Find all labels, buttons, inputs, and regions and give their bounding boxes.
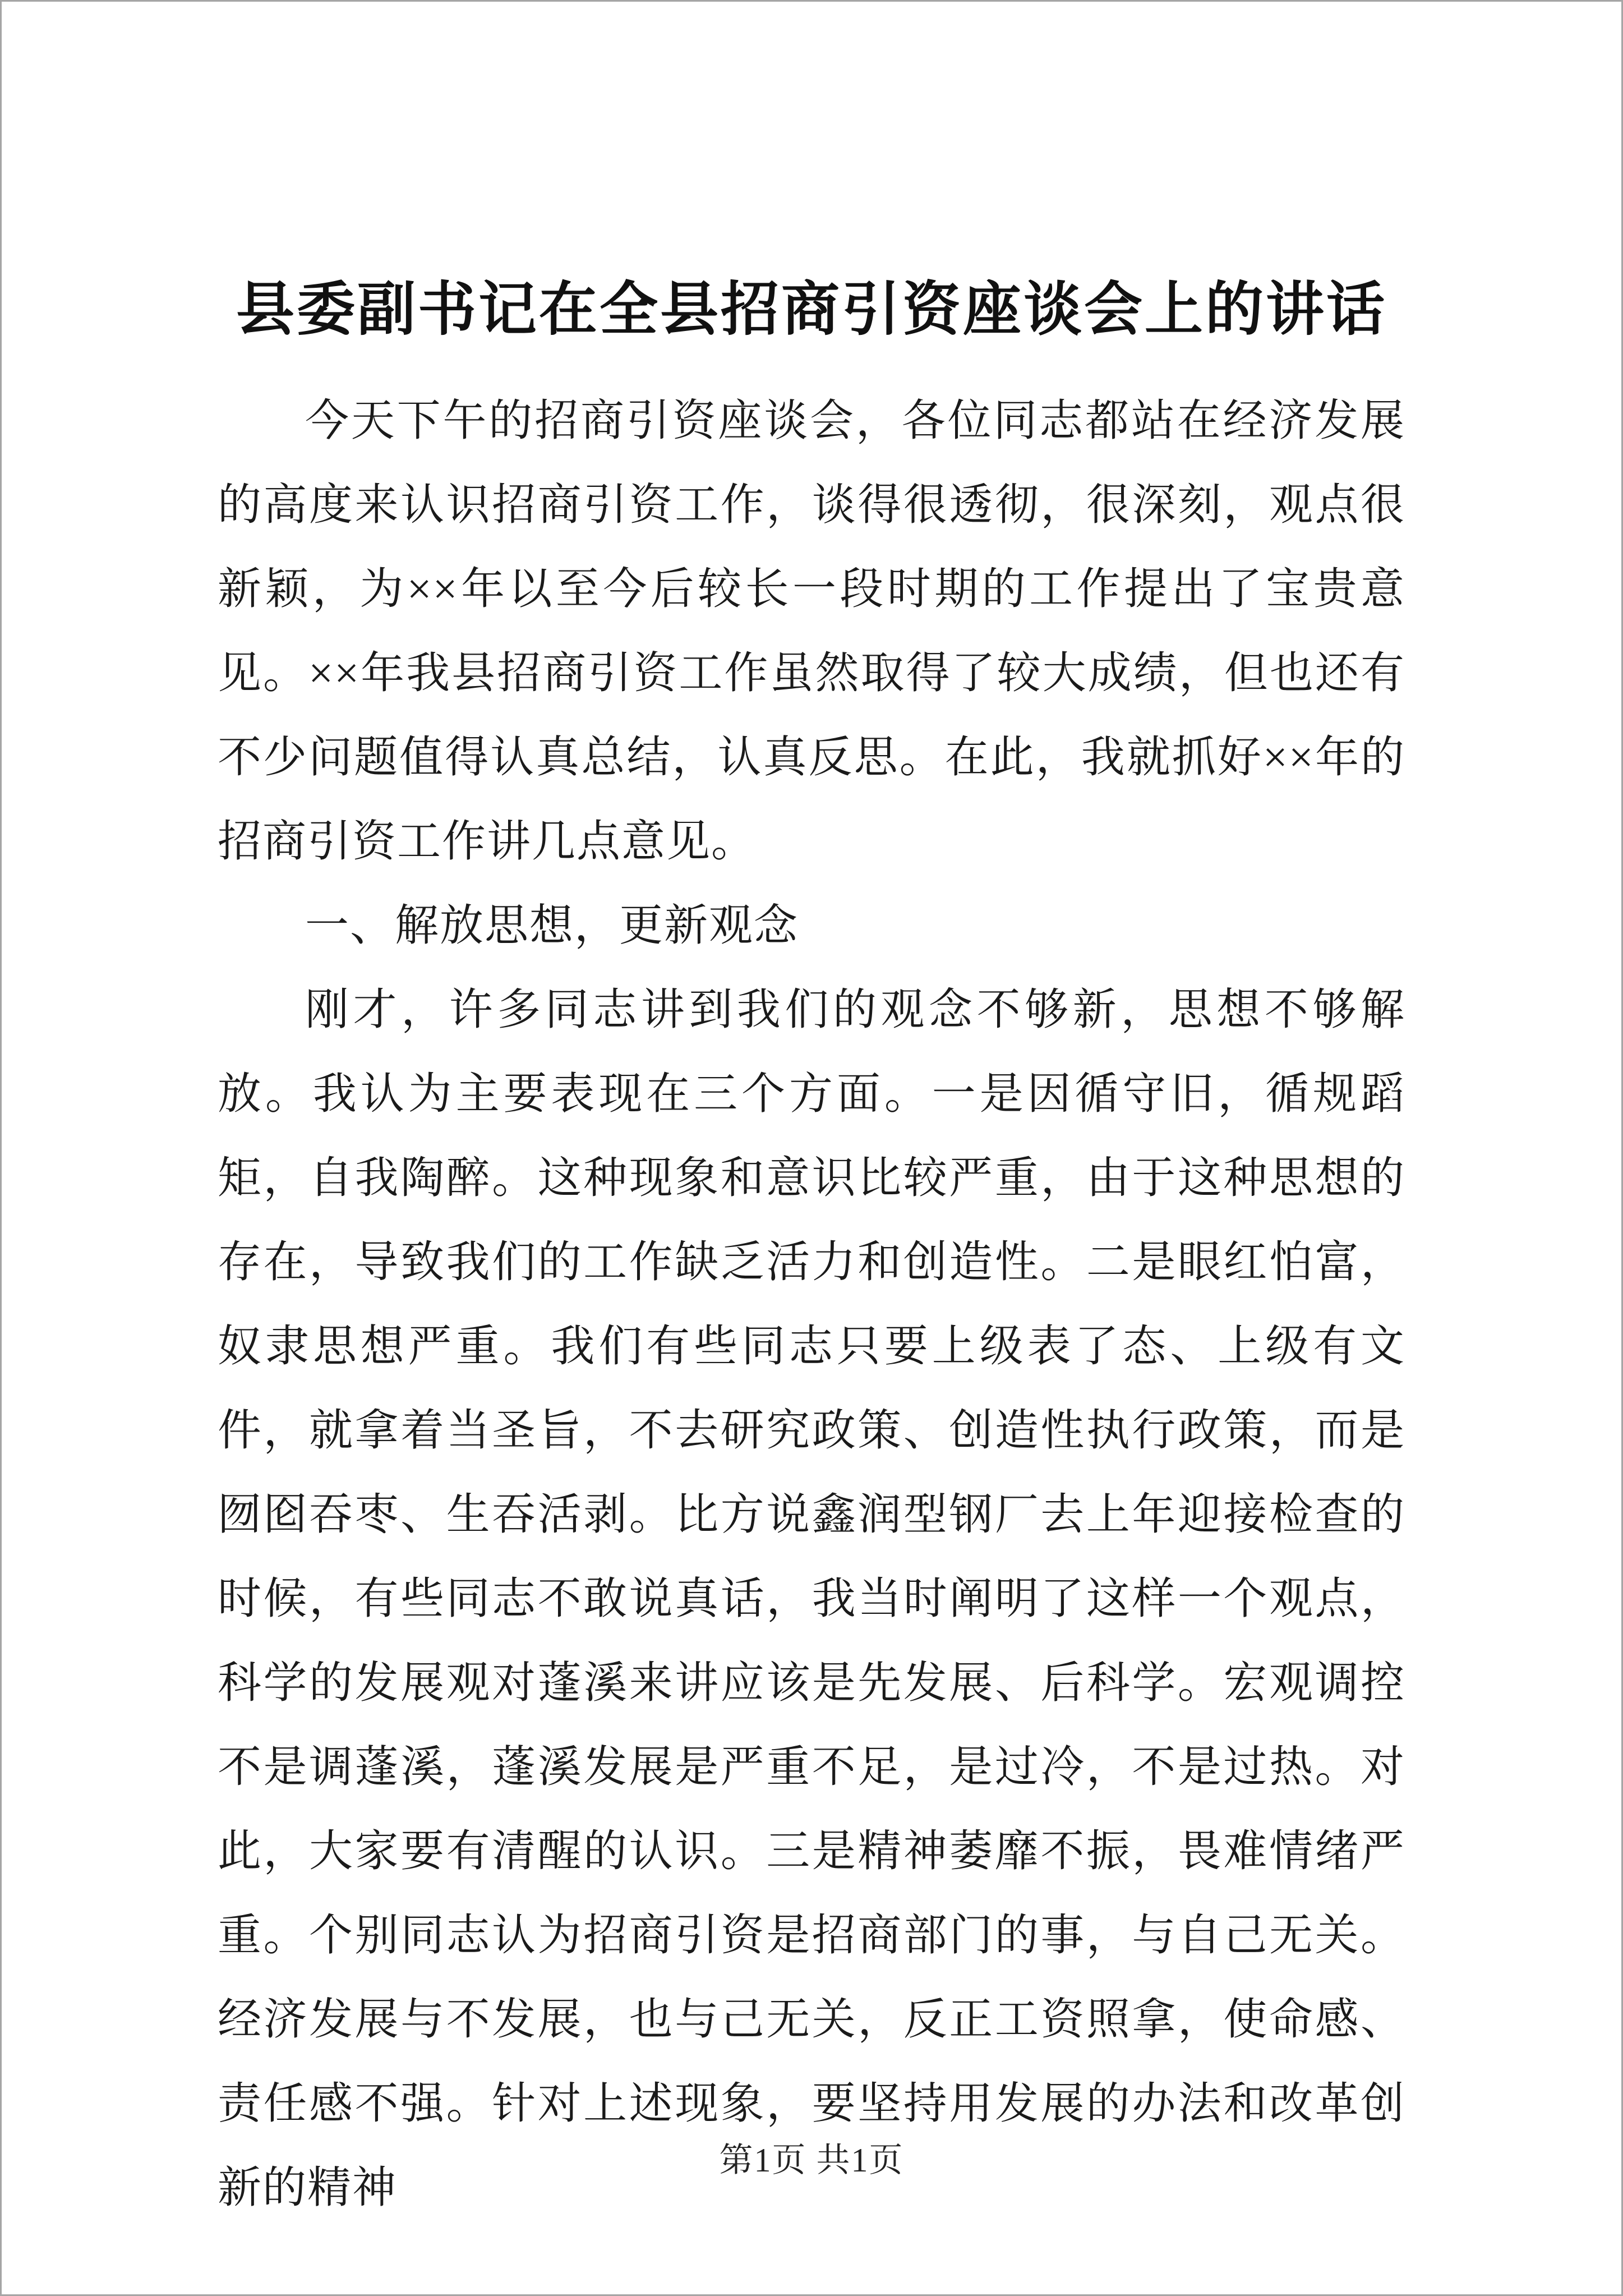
document-title: 县委副书记在全县招商引资座谈会上的讲话	[236, 278, 1387, 342]
paragraph-body: 刚才，许多同志讲到我们的观念不够新，思想不够解放。我认为主要表现在三个方面。一是因循守旧，循规蹈矩，自我陶醉。这种现象和意识比较严重，由于这种思想的存在，导致我们的工作缺乏活力和创造性。二是眼红怕富，奴隶思想严重。我们有些同志只要上级表了态、上级有文件，就拿着当圣旨，不去研究政策、创造性执行政策，而是囫囵吞枣、生吞活剥。比方说鑫润型钢厂去上年迎接检查的时候，有些同志不敢说真话，我当时阐明了这样一个观点，科学的发展观对蓬溪来讲应该是先发展、后科学。宏观调控不是调蓬溪，蓬溪发展是严重不足，是过冷，不是过热。对此，大家要有清醒的认识。三是精神萎靡不振，畏难情绪严重。个别同志认为招商引资是招商部门的事，与自己无关。经济发展与不发展，也与己无关，反正工资照拿，使命感、责任感不强。针对上述现象，要坚持用发展的办法和改革创新的精神	[218, 985, 1405, 2212]
section-heading-1: 一、解放思想，更新观念	[305, 901, 799, 950]
paragraph-intro: 今天下午的招商引资座谈会，各位同志都站在经济发展的高度来认识招商引资工作，谈得很透彻，很深刻，观点很新颖，为××年以至今后较长一段时期的工作提出了宝贵意见。××年我县招商引资工作虽然取得了较大成绩，但也还有不少问题值得认真总结，认真反思。在此，我就抓好××年的招商引资工作讲几点意见。	[218, 396, 1405, 866]
page-number-footer: 第1页 共1页	[719, 2142, 904, 2179]
